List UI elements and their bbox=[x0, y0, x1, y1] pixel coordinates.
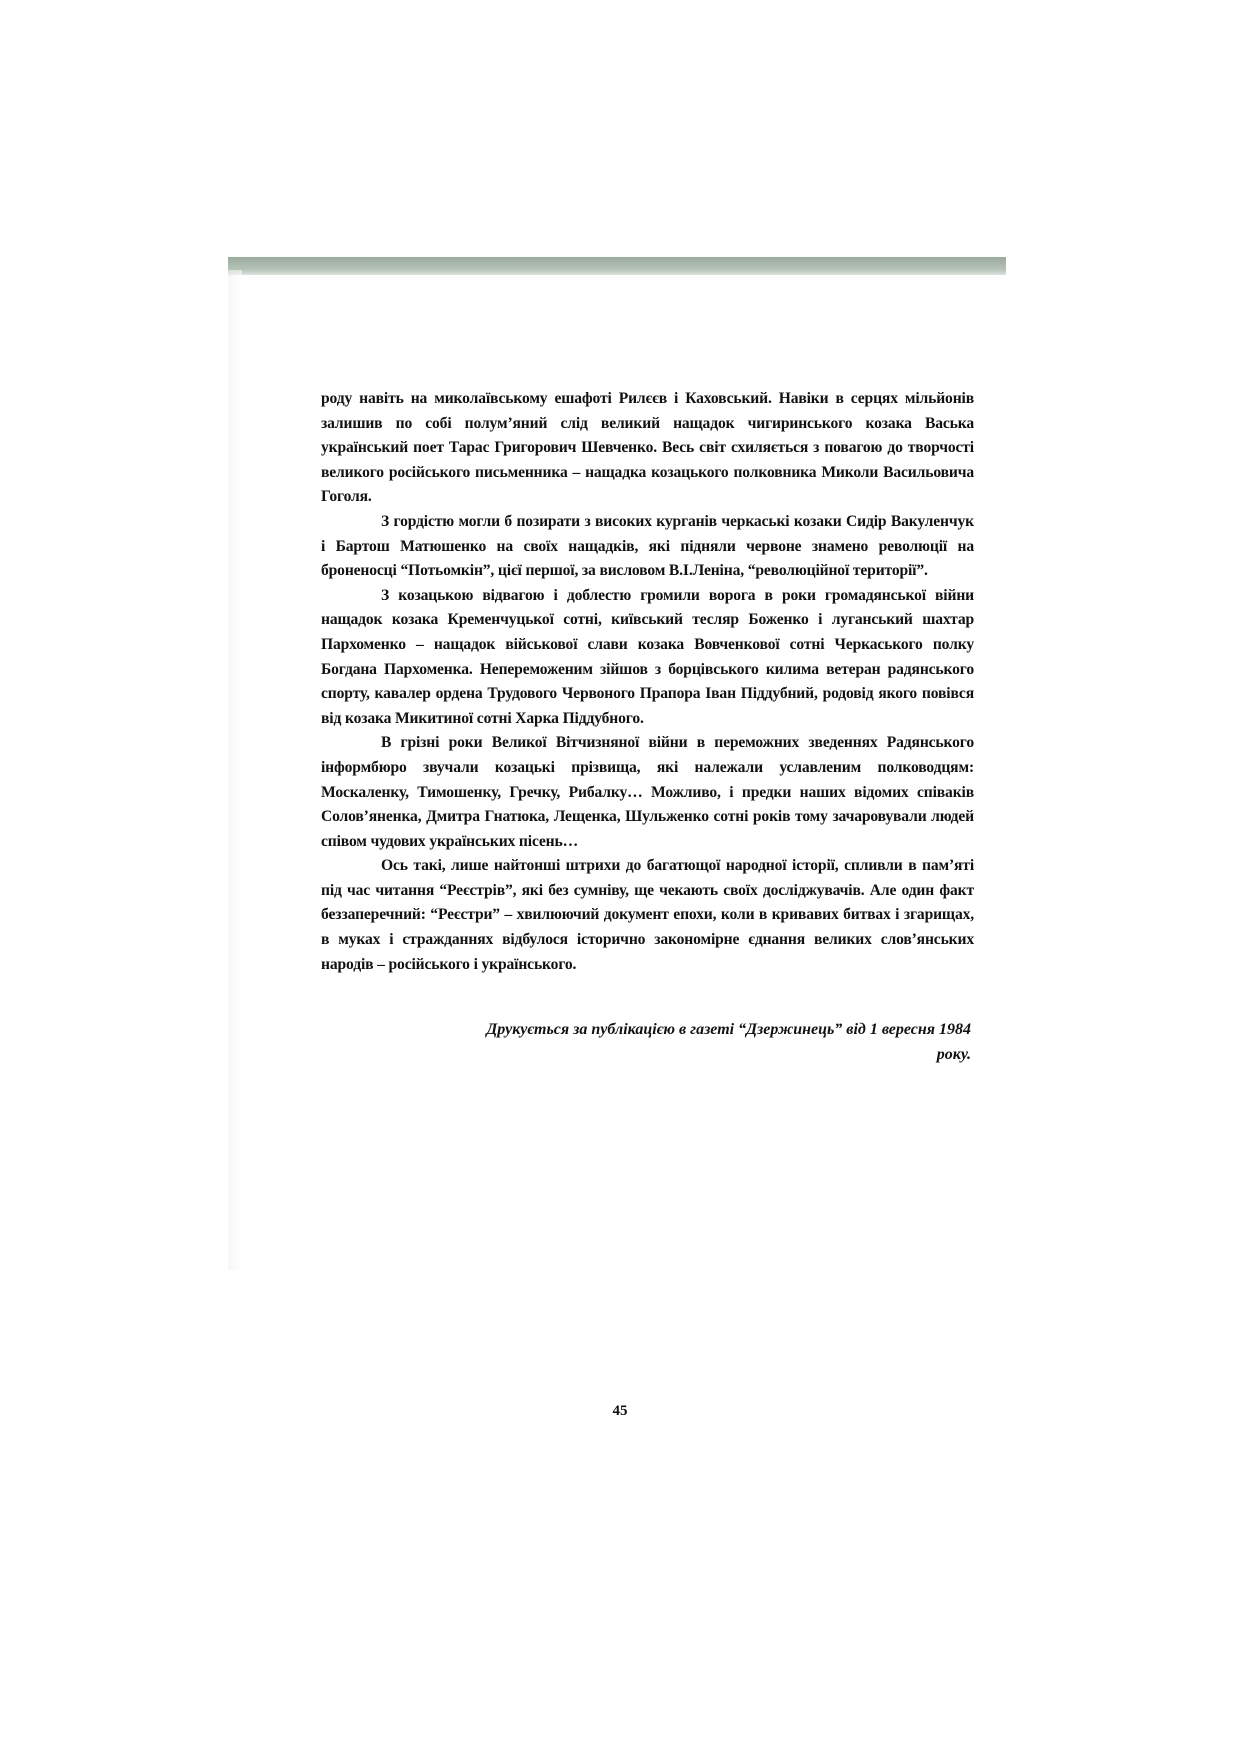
page-edge-shadow bbox=[228, 270, 242, 1270]
paragraph: роду навіть на миколаївському ешафоті Рилєєв і Каховський. Навіки в серцях мільйонів залишив по собі полум’яний слід великий нащадок чигиринського козака Васька український поет Тарас Григорович Шевченко. Весь світ схиляється з повагою до творчості великого російського письменника – нащадка козацького полковника Миколи Васильовича Гоголя. bbox=[321, 390, 974, 506]
page-number: 45 bbox=[612, 1403, 628, 1419]
paragraph: З козацькою відвагою і доблестю громили ворога в роки громадянської війни нащадок козака Кременчуцької сотні, київський тесляр Боженко і луганський шахтар Пархоменко – нащадок військової слави козака Вовченкової сотні Черкаського полку Богдана Пархоменка. Непереможеним зійшов з борцівського килима ветеран радянського спорту, кавалер ордена Трудового Червоного Прапора Іван Піддубний, родовід якого повівся від козака Микитиної сотні Харка Піддубного. bbox=[321, 586, 974, 727]
header-band bbox=[228, 257, 1006, 275]
body-text bbox=[321, 387, 974, 977]
paragraph: В грізні роки Великої Вітчизняної війни в переможних зведеннях Радянського інформбюро звучали козацькі прізвища, які належали уславленим полководцям: Москаленку, Тимошенку, Гречку, Рибалку… Можливо, і предки наших відомих співаків Солов’яненка, Дмитра Гнатюка, Лещенка, Шульженко сотні років тому зачаровували людей співом чудових українських пісень… bbox=[321, 734, 974, 850]
source-note: Друкується за публікацією в газеті “Дзержинець” від 1 вересня 1984 року. bbox=[486, 1021, 971, 1063]
paragraph: Ось такі, лише найтонші штрихи до багатющої народної історії, спливли в пам’яті під час читання “Реєстрів”, які без сумніву, ще чекають своїх досліджувачів. Але один факт беззаперечний: “Реєстри” – хвилюючий документ епохи, коли в кривавих битвах і згарищах, в муках і стражданнях відбулося історично закономірне єднання великих слов’янських народів – російського і українського. bbox=[321, 857, 974, 973]
paragraph: З гордістю могли б позирати з високих курганів черкаські козаки Сидір Вакуленчук і Бартош Матюшенко на своїх нащадків, які підняли червоне знамено революції на броненосці “Потьомкін”, цієї першої, за висловом В.І.Леніна, “революційної території”. bbox=[321, 512, 974, 580]
